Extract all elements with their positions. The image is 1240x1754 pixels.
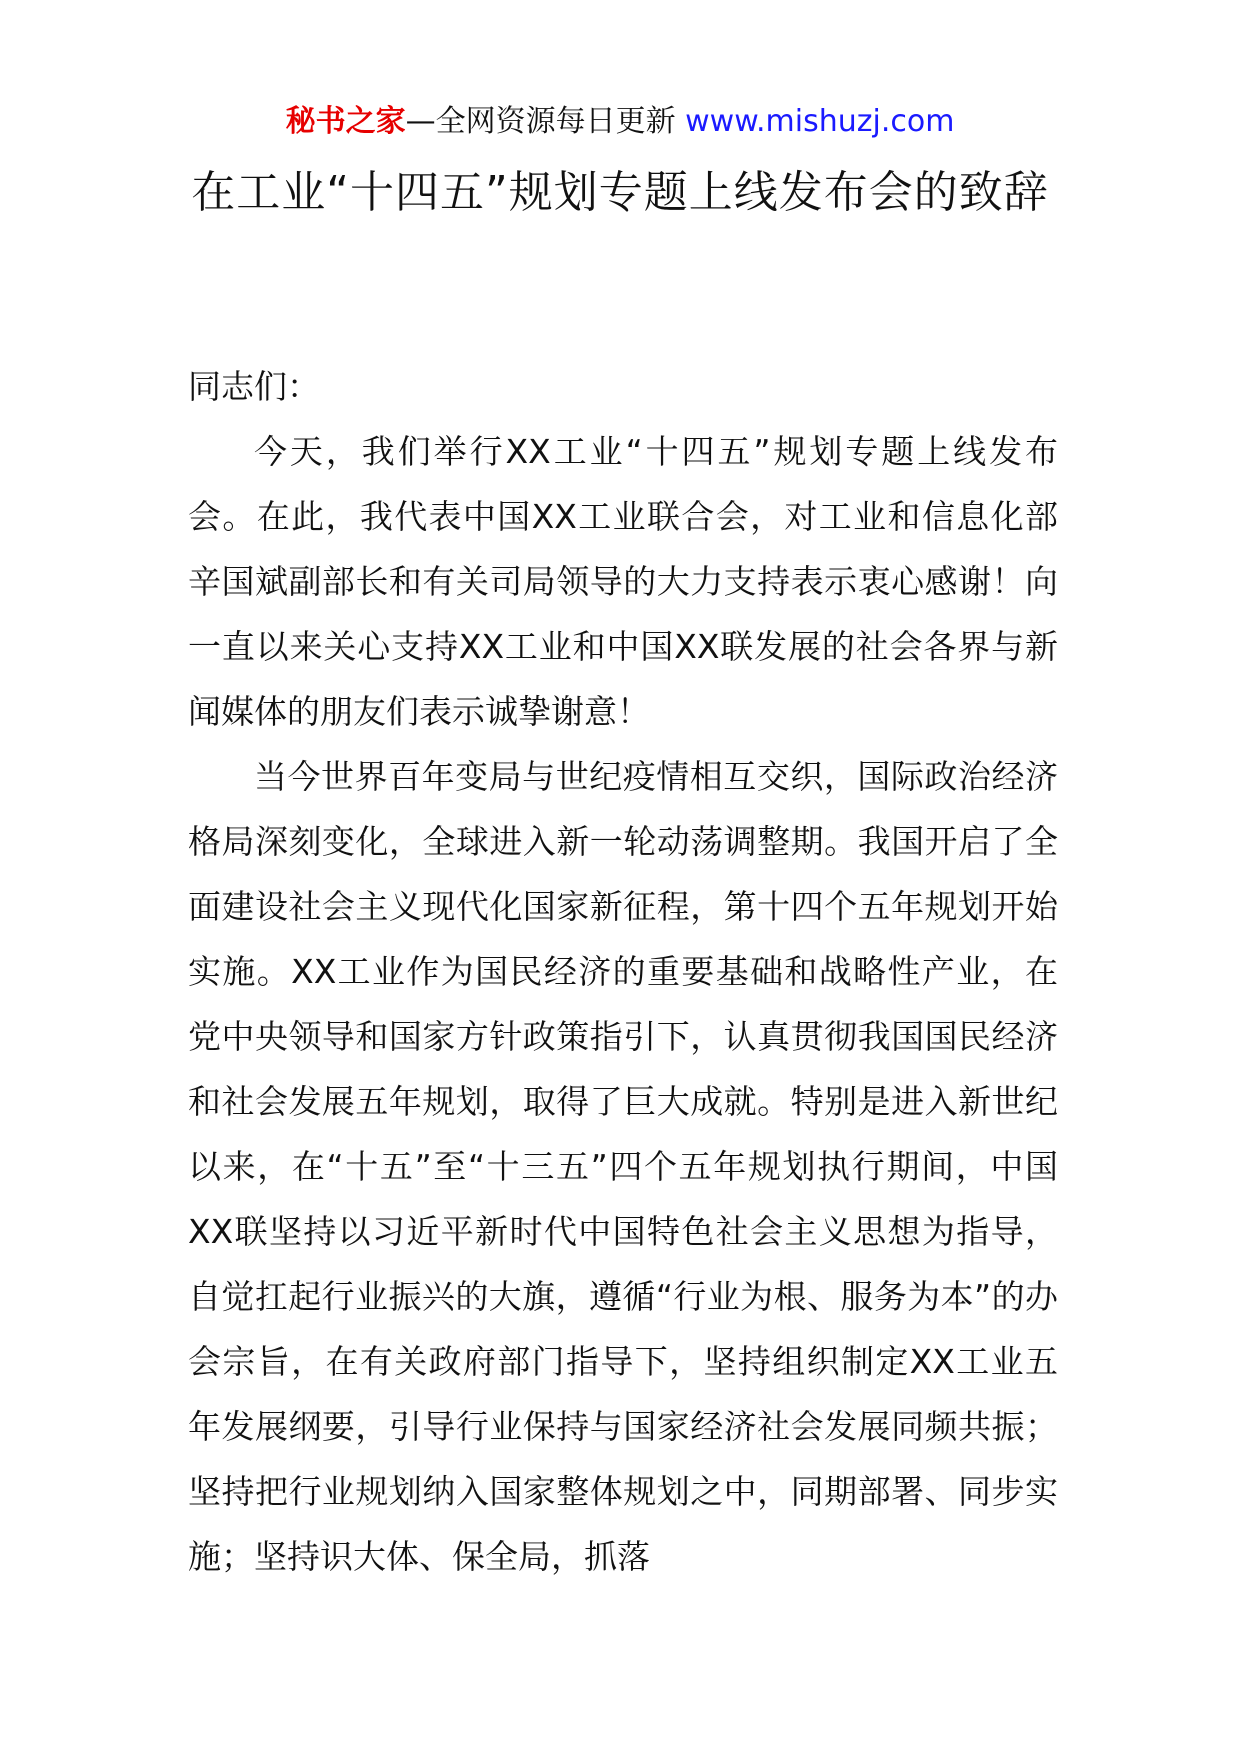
document-body [188,354,1058,1589]
site-url-link[interactable]: www.mishuzj.com [685,104,955,139]
paragraph-1: 今天，我们举行XX工业“十四五”规划专题上线发布会。在此，我代表中国XX工业联合会，对工业和信息化部辛国斌副部长和有关司局领导的大力支持表示衷心感谢！向一直以来关心支持XX工业和中国XX联发展的社会各界与新闻媒体的朋友们表示诚挚谢意！ [188,432,1058,731]
site-header [0,100,1240,144]
salutation: 同志们： [188,367,320,406]
header-tagline: —全网资源每日更新 [405,104,676,139]
brand-name: 秘书之家 [285,104,406,139]
document-title: 在工业“十四五”规划专题上线发布会的致辞 [191,167,1049,218]
paragraph-2: 当今世界百年变局与世纪疫情相互交织，国际政治经济格局深刻变化，全球进入新一轮动荡调整期。我国开启了全面建设社会主义现代化国家新征程，第十四个五年规划开始实施。XX工业作为国民经济的重要基础和战略性产业，在党中央领导和国家方针政策指引下，认真贯彻我国国民经济和社会发展五年规划，取得了巨大成就。特别是进入新世纪以来，在“十五”至“十三五”四个五年规划执行期间，中国XX联坚持以习近平新时代中国特色社会主义思想为指导，自觉扛起行业振兴的大旗，遵循“行业为根、服务为本”的办会宗旨，在有关政府部门指导下，坚持组织制定XX工业五年发展纲要，引导行业保持与国家经济社会发展同频共振；坚持把行业规划纳入国家整体规划之中，同期部署、同步实施；坚持识大体、保全局，抓落 [188,757,1058,1576]
